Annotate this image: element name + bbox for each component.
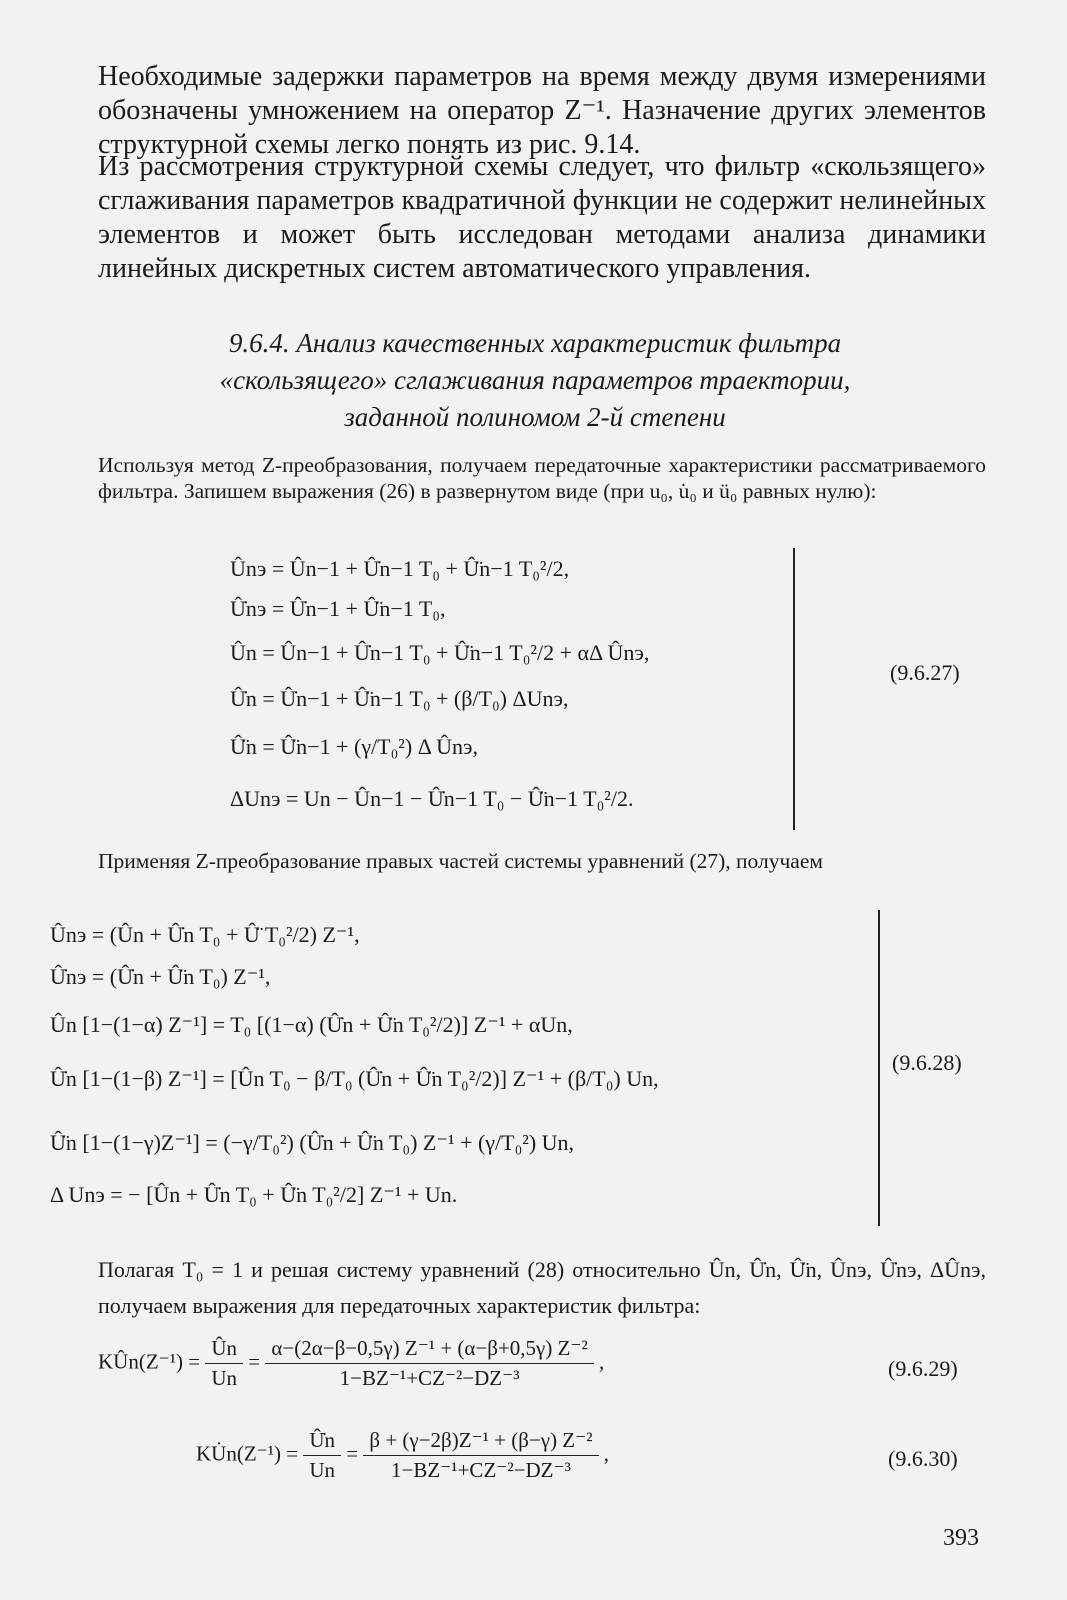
eq27-line-1: Ûnэ = Ûn−1 + Û̇n−1 T₀ + Û̈n−1 T₀²/2, [230, 556, 570, 581]
eq27-line-3: Ûn = Ûn−1 + Û̇n−1 T₀ + Û̈n−1 T₀²/2 + αΔ Ûnэ, [230, 640, 650, 665]
eq27-line-5: Û̈n = Û̈n−1 + (γ/T₀²) Δ Ûnэ, [230, 734, 478, 759]
eq30-lhs: KU̇n(Z⁻¹) = [196, 1441, 299, 1466]
eq29-lhs: KÛn(Z⁻¹) = [98, 1349, 201, 1374]
intro-paragraph-2: Из рассмотрения структурной схемы следует, что фильтр «скользящего» сглаживания параметров квадратичной функции не содержит нелинейных элементов и может быть исследован методами анализа динамики линейных дискретных систем автоматического управления. [98, 151, 986, 284]
eq28-line-5: Û̈n [1−(1−γ)Z⁻¹] = (−γ/T₀²) (Û̇n + Û̈n T₀) Z⁻¹ + (γ/T₀²) Un, [50, 1130, 575, 1155]
text-before-eq-28: Применяя Z-преобразование правых частей системы уравнений (27), получаем [98, 849, 823, 873]
eq29-denominator: 1−BZ⁻¹+CZ⁻²−DZ⁻³ [339, 1366, 520, 1390]
equation-number-27: (9.6.27) [890, 660, 960, 685]
eq30-ratio-num: Û̇n [303, 1428, 341, 1456]
equation-30: KU̇n(Z⁻¹) = $\frac{Û̇n}{Un}$ = $\frac{\text{β + (γ−2β)Z⁻¹ + (β−γ) Z⁻²}}{\text{1−BZ⁻¹+CZ⁻²−DZ⁻³}}$ , [196, 1428, 610, 1482]
eq30-denominator: 1−BZ⁻¹+CZ⁻²−DZ⁻³ [391, 1458, 571, 1482]
eq29-ratio [205, 1336, 243, 1391]
eq30-fraction [363, 1428, 598, 1483]
equation-number-29: (9.6.29) [888, 1356, 958, 1381]
eq29-fraction [265, 1336, 593, 1391]
section-heading-line-3: заданной полиномом 2-й степени [344, 402, 726, 432]
eq28-line-3: Ûn [1−(1−α) Z⁻¹] = T₀ [(1−α) (Û̇n + Û̈n T₀²/2)] Z⁻¹ + αUn, [50, 1012, 573, 1037]
right-brace-28 [878, 910, 880, 1226]
eq29-ratio-den: Un [211, 1366, 238, 1390]
eq27-line-2: Û̇nэ = Û̇n−1 + Û̈n−1 T₀, [230, 596, 446, 621]
eq27-line-4: Û̇n = Û̇n−1 + Û̈n−1 T₀ + (β/T₀) ΔUnэ, [230, 686, 569, 711]
section-heading-line-1: 9.6.4. Анализ качественных характеристик фильтра [228, 328, 842, 358]
eq28-line-1: Ûnэ = (Ûn + Û̇n T₀ + Û̈ T₀²/2) Z⁻¹, [50, 922, 360, 947]
eq28-line-6: Δ Unэ = − [Ûn + Û̇n T₀ + Û̈n T₀²/2] Z⁻¹ + Un. [50, 1182, 458, 1207]
equation-29: KÛn(Z⁻¹) = $\frac{Ûn}{Un}$ = $\frac{\text{α−(2α−β−0,5γ) Z⁻¹ + (α−β+0,5γ) Z⁻²}}{\text{1−BZ⁻¹+CZ⁻²−DZ⁻³}}$ , [98, 1336, 605, 1390]
eq28-line-4: Û̇n [1−(1−β) Z⁻¹] = [Ûn T₀ − β/T₀ (Û̇n + Û̈n T₀²/2)] Z⁻¹ + (β/T₀) Un, [50, 1066, 659, 1091]
section-heading [120, 325, 950, 436]
equation-number-28: (9.6.28) [892, 1050, 962, 1075]
equation-number-30: (9.6.30) [888, 1446, 958, 1471]
section-heading-line-2: «скользящего» сглаживания параметров траектории, [219, 365, 851, 395]
right-brace-27 [793, 548, 795, 830]
eq28-line-2: Û̇nэ = (Û̇n + Û̈n T₀) Z⁻¹, [50, 964, 271, 989]
eq30-ratio-den: Un [309, 1458, 336, 1482]
eq30-numerator: β + (γ−2β)Z⁻¹ + (β−γ) Z⁻² [363, 1428, 598, 1456]
eq29-numerator: α−(2α−β−0,5γ) Z⁻¹ + (α−β+0,5γ) Z⁻² [265, 1336, 593, 1364]
eq30-ratio [303, 1428, 341, 1483]
intro-paragraph-1: Необходимые задержки параметров на время между двумя измерениями обозначены умножением на оператор Z⁻¹. Назначение других элементов структурной схемы легко понять из рис. 9.14. [98, 61, 986, 160]
text-before-eq-29: Полагая T₀ = 1 и решая систему уравнений (28) относительно Ûn, Û̇n, Û̈n, Ûnэ, Û̇nэ, ΔÛnэ, получаем выражения для передаточных характеристик фильтра: [98, 1257, 986, 1318]
page-number: 393 [943, 1525, 979, 1551]
text-before-eq-27: Используя метод Z-преобразования, получаем передаточные характеристики рассматриваемого фильтра. Запишем выражения (26) в развернутом виде (при u₀, u̇₀ и ü₀ равных нулю): [98, 453, 986, 503]
eq29-ratio-num: Ûn [205, 1336, 243, 1364]
eq27-line-6: ΔUnэ = Un − Ûn−1 − Û̇n−1 T₀ − Û̈n−1 T₀²/2. [230, 786, 634, 811]
